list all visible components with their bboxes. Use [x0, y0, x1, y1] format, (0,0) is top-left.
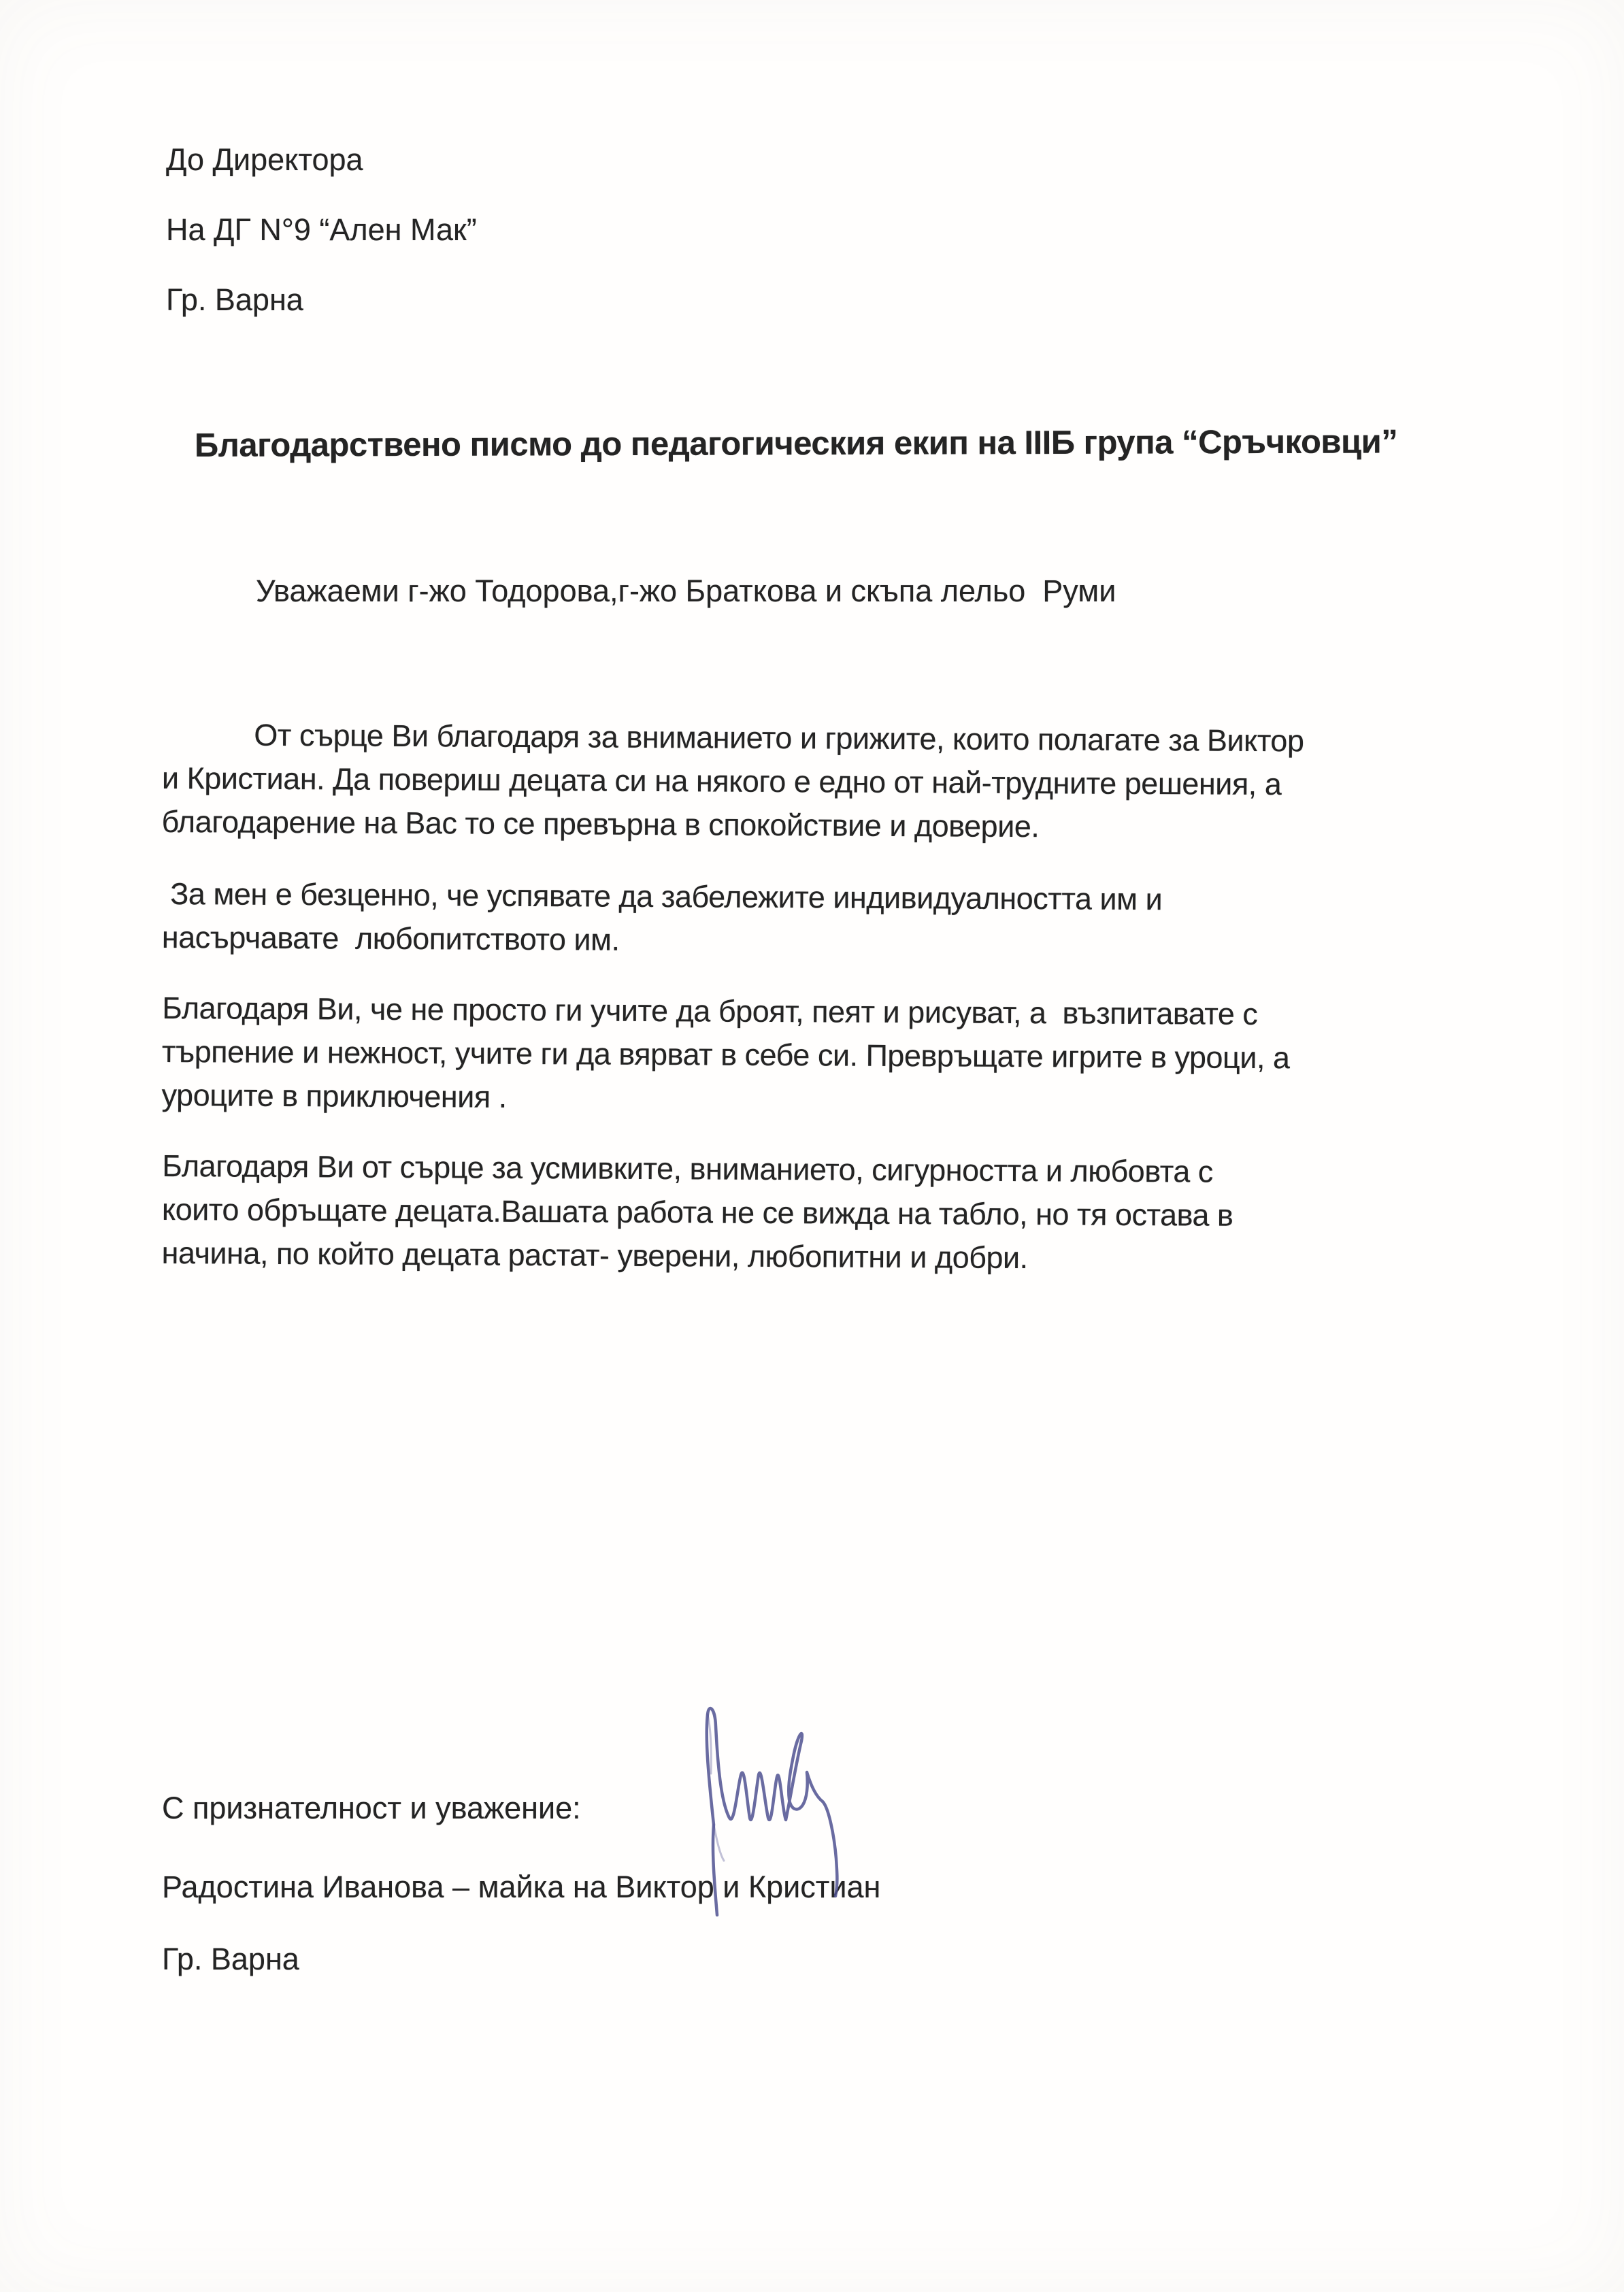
recipient-line-addressee: До Директора: [166, 142, 363, 177]
recipient-line-institution: На ДГ N°9 “Ален Мак”: [166, 212, 477, 247]
body-paragraph-1: От сърце Ви благодаря за вниманието и грижите, които полагате за Виктор и Кристиан. Да повериш децата си на някого е едно от най-трудните решения, а благодарение на Вас то се превърна в спокойствие и доверие.: [161, 717, 1304, 844]
signer-line: Радостина Иванова – майка на Виктор и Кристиан: [162, 1870, 881, 1904]
recipient-block: [162, 139, 1489, 320]
body-paragraph-3: Благодаря Ви, че не просто ги учите да броят, пеят и рисуват, а възпитавате с търпение и нежност, учите ги да вярват в себе си. Превръщате игрите в уроци, а уроците в приключения .: [161, 991, 1290, 1114]
closing-block: [162, 1787, 1489, 1981]
closing-city-line: Гр. Варна: [162, 1942, 299, 1976]
letter-title: Благодарствено писмо до педагогическия екип на IIIБ група “Сръчковци”: [194, 423, 1398, 464]
recipient-line-city: Гр. Варна: [166, 282, 303, 317]
salutation-line: Уважаеми г-жо Тодорова,г-жо Браткова и скъпа лельо Руми: [256, 574, 1116, 608]
body-paragraph-4: Благодаря Ви от сърце за усмивките, вниманието, сигурността и любовта с които обръщате децата.Вашата работа не се вижда на табло, но тя остава в начина, по който децата растат- уверени, любопитни и добри.: [161, 1148, 1233, 1276]
valediction-line: С признателност и уважение:: [162, 1791, 581, 1825]
body-paragraph-2: За мен е безценно, че успявате да забележите индивидуалността им и насърчавате любопитството им.: [161, 876, 1163, 957]
